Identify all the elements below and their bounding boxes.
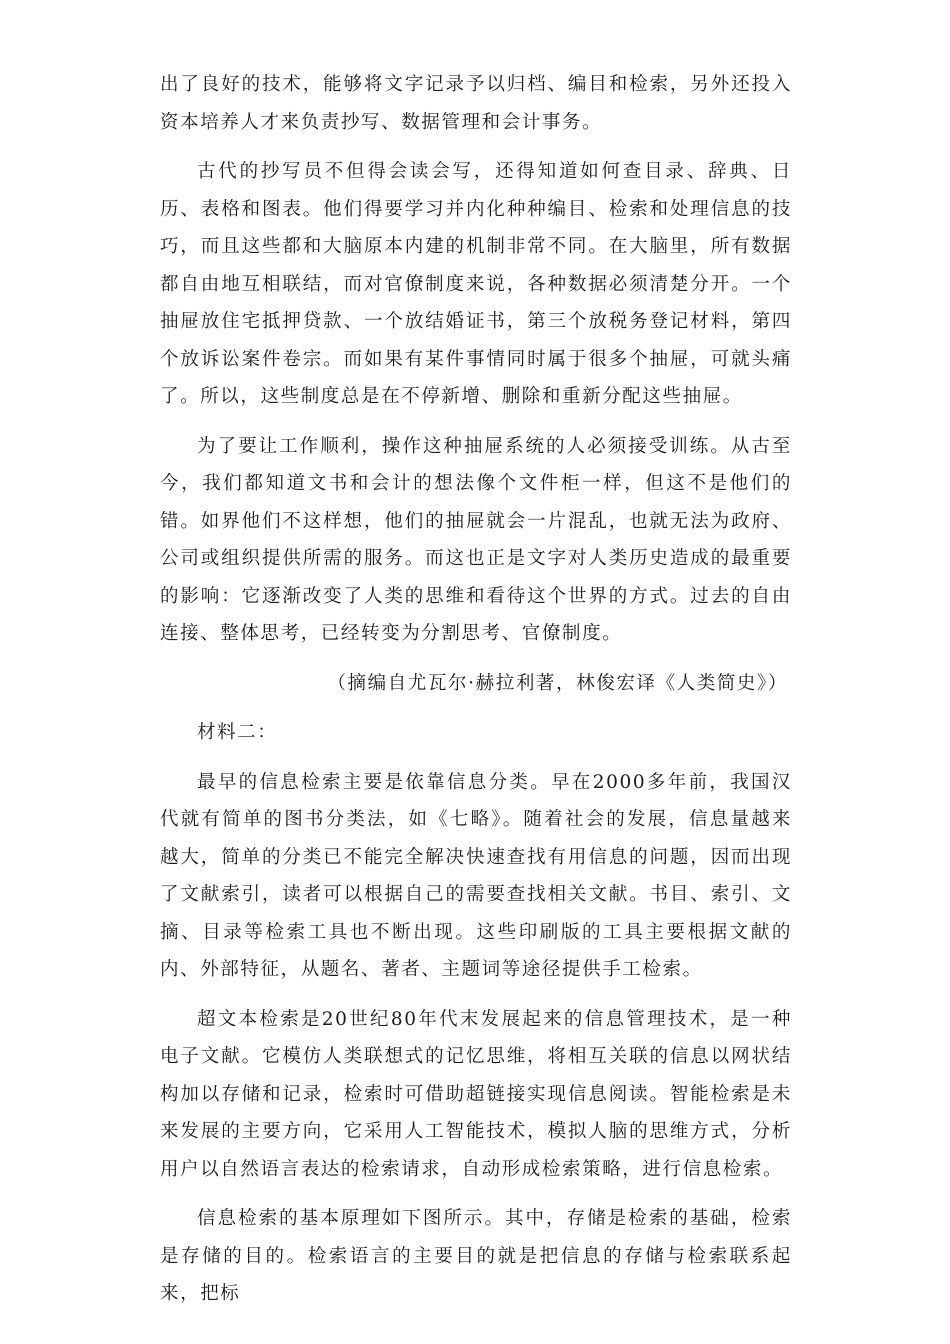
paragraph-hypertext: 超文本检索是20世纪80年代末发展起来的信息管理技术，是一种电子文献。它模仿人类联想式的记忆思维，将相互关联的信息以网状结构加以存储和记录，检索时可借助超链接实现信息阅读。智能检索是未来发展的主要方向，它采用人工智能技术，模拟人脑的思维方式，分析用户以自然语言表达的检索请求，自动形成检索策略，进行信息检索。 bbox=[160, 1008, 792, 1180]
paragraph-early-retrieval: 最早的信息检索主要是依靠信息分类。早在2000多年前，我国汉代就有简单的图书分类法，如《七略》。随着社会的发展，信息量越来越大，简单的分类已不能完全解决快速查找有用信息的问题，因而出现了文献索引，读者可以根据自己的需要查找相关文献。书目、索引、文摘、目录等检索工具也不断出现。这些印刷版的工具主要根据文献的内、外部特征，从题名、著者、主题词等途径提供手工检索。 bbox=[160, 771, 792, 980]
material-two-heading: 材料二： bbox=[197, 722, 278, 743]
paragraph-training: 为了要让工作顺利，操作这种抽屉系统的人必须接受训练。从古至今，我们都知道文书和会计的想法像个文件柜一样，但这不是他们的错。如界他们不这样想，他们的抽屉就会一片混乱，也就无法为政府、公司或组织提供所需的服务。而这也正是文字对人类历史造成的最重要的影响：它逐渐改变了人类的思维和看待这个世界的方式。过去的自由连接、整体思考，已经转变为分割思考、官僚制度。 bbox=[160, 435, 792, 644]
document-page bbox=[160, 66, 792, 1325]
paragraph-scribes: 古代的抄写员不但得会读会写，还得知道如何查目录、辞典、日历、表格和图表。他们得要学习并内化种种编目、检索和处理信息的技巧，而且这些都和大脑原本内建的机制非常不同。在大脑里，所有数据都自由地互相联结，而对官僚制度来说，各种数据必须清楚分开。一个抽屉放住宅抵押贷款、一个放结婚证书，第三个放税务登记材料，第四个放诉讼案件卷宗。而如果有某件事情同时属于很多个抽屉，可就头痛了。所以，这些制度总是在不停新增、删除和重新分配这些抽屉。 bbox=[160, 161, 792, 407]
paragraph-continuation: 出了良好的技术，能够将文字记录予以归档、编目和检索，另外还投入资本培养人才来负责抄写、数据管理和会计事务。 bbox=[160, 74, 792, 133]
paragraph-principle: 信息检索的基本原理如下图所示。其中，存储是检索的基础，检索是存储的目的。检索语言的主要目的就是把信息的存储与检索联系起来，把标 bbox=[160, 1208, 792, 1304]
source-citation: （摘编自尤瓦尔·赫拉利著，林俊宏译《人类简史》） bbox=[327, 672, 788, 694]
